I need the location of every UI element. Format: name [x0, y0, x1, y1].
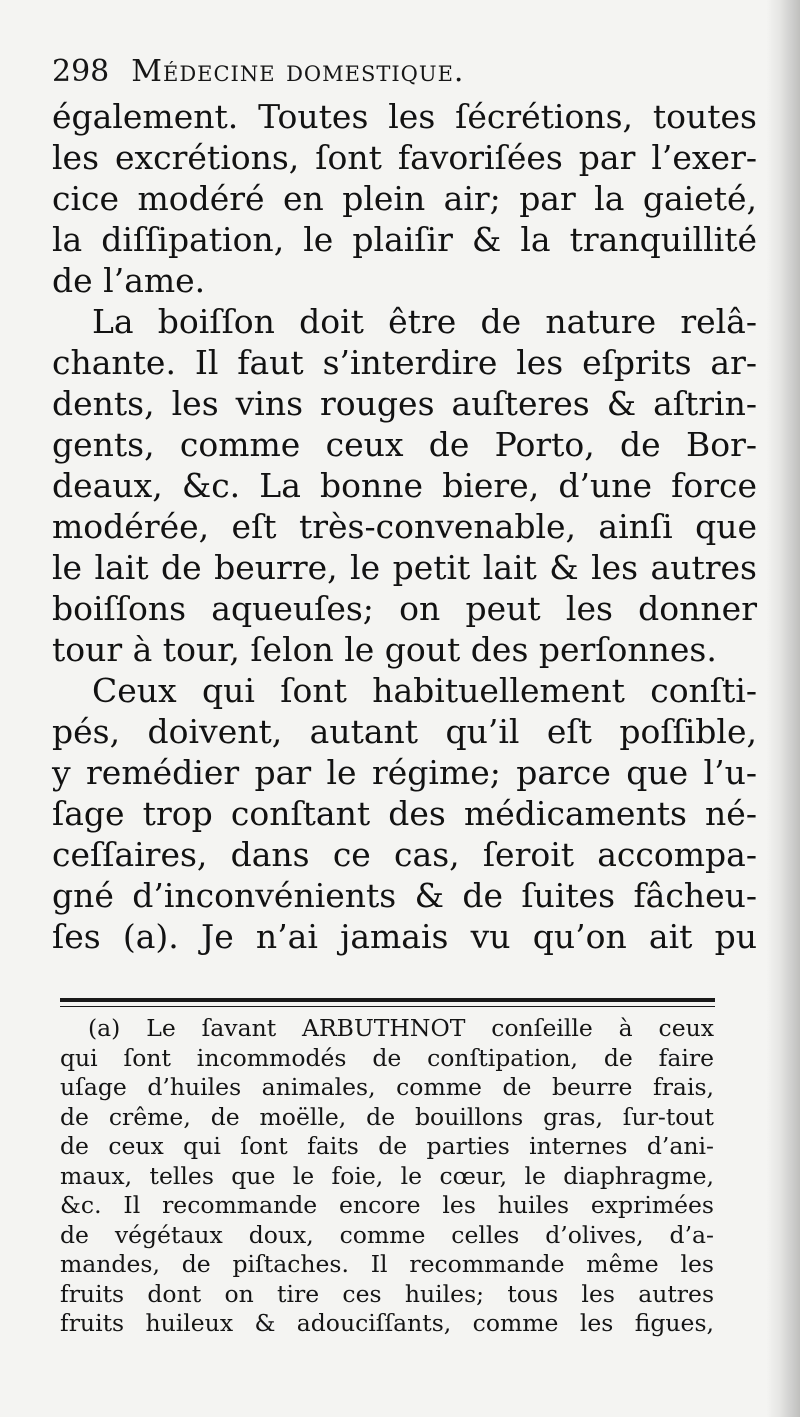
text-line: également. Toutes les ſécrétions, toutes	[52, 97, 757, 136]
text-line: cice modéré en plein air; par la gaieté,	[52, 179, 757, 218]
text-line: La boiſſon doit être de nature relâ-	[92, 302, 757, 341]
text-line: boiſſons aqueuſes; on peut les donner	[52, 589, 757, 628]
footnote-line: uſage d’huiles animales, comme de beurre frais,	[60, 1073, 714, 1101]
footnote-line: de végétaux doux, comme celles d’olives, d’a-	[60, 1220, 714, 1249]
footnote-rule-thin	[60, 1006, 715, 1007]
text-line: de l’ame.	[52, 261, 206, 300]
text-line: gné d’inconvénients & de ſuites fâcheu-	[52, 876, 757, 915]
text-line: y remédier par le régime; parce que l’u-	[52, 753, 757, 792]
running-title: Médecine domestique.	[131, 54, 465, 89]
footnote-line: mandes, de piſtaches. Il recommande même les	[60, 1250, 714, 1278]
footnote	[60, 1014, 714, 1339]
text-line: ſes (a). Je n’ai jamais vu qu’on ait pu	[52, 917, 757, 956]
text-line: la diſſipation, le plaiſir & la tranquillité	[52, 220, 757, 259]
text-line: tour à tour, ſelon le gout des perſonnes.	[52, 630, 717, 669]
footnote-line: de crême, de moëlle, de bouillons gras, ſur-tout	[60, 1102, 714, 1131]
text-line: dents, les vins rouges auſteres & aſtrin-	[52, 384, 757, 423]
page-edge-shadow	[766, 0, 800, 1417]
page-header	[52, 54, 752, 89]
footnote-line: fruits dont on tire ces huiles; tous les autres	[60, 1279, 714, 1308]
text-line: ceſſaires, dans ce cas, ſeroit accompa-	[52, 835, 757, 874]
text-line: modérée, eſt très-convenable, ainſi que	[52, 507, 757, 546]
footnote-line: qui ſont incommodés de conſtipation, de faire	[60, 1043, 714, 1072]
text-line: chante. Il faut s’interdire les eſprits ar-	[52, 343, 757, 382]
text-line: les excrétions, ſont favoriſées par l’exer-	[52, 138, 757, 177]
text-line: gents, comme ceux de Porto, de Bor-	[52, 425, 757, 464]
footnote-line: maux, telles que le foie, le cœur, le diaphragme,	[60, 1161, 714, 1190]
footnote-rule	[60, 998, 715, 1002]
text-line: pés, doivent, autant qu’il eſt poſſible,	[52, 712, 757, 751]
text-line: le lait de beurre, le petit lait & les autres	[52, 548, 757, 587]
main-text	[52, 96, 757, 957]
page-number: 298	[52, 54, 110, 89]
footnote-line: fruits huileux & adouciſſants, comme les figues,	[60, 1309, 714, 1337]
text-line: ſage trop conſtant des médicaments né-	[52, 794, 757, 833]
footnote-line: (a) Le ſavant ARBUTHNOT conſeille à ceux	[88, 1014, 714, 1042]
footnote-line: de ceux qui ſont faits de parties internes d’ani-	[60, 1132, 714, 1160]
text-line: Ceux qui ſont habituellement conſti-	[92, 671, 757, 710]
footnote-line: &c. Il recommande encore les huiles exprimées	[60, 1191, 714, 1219]
text-line: deaux, &c. La bonne biere, d’une force	[52, 466, 757, 505]
